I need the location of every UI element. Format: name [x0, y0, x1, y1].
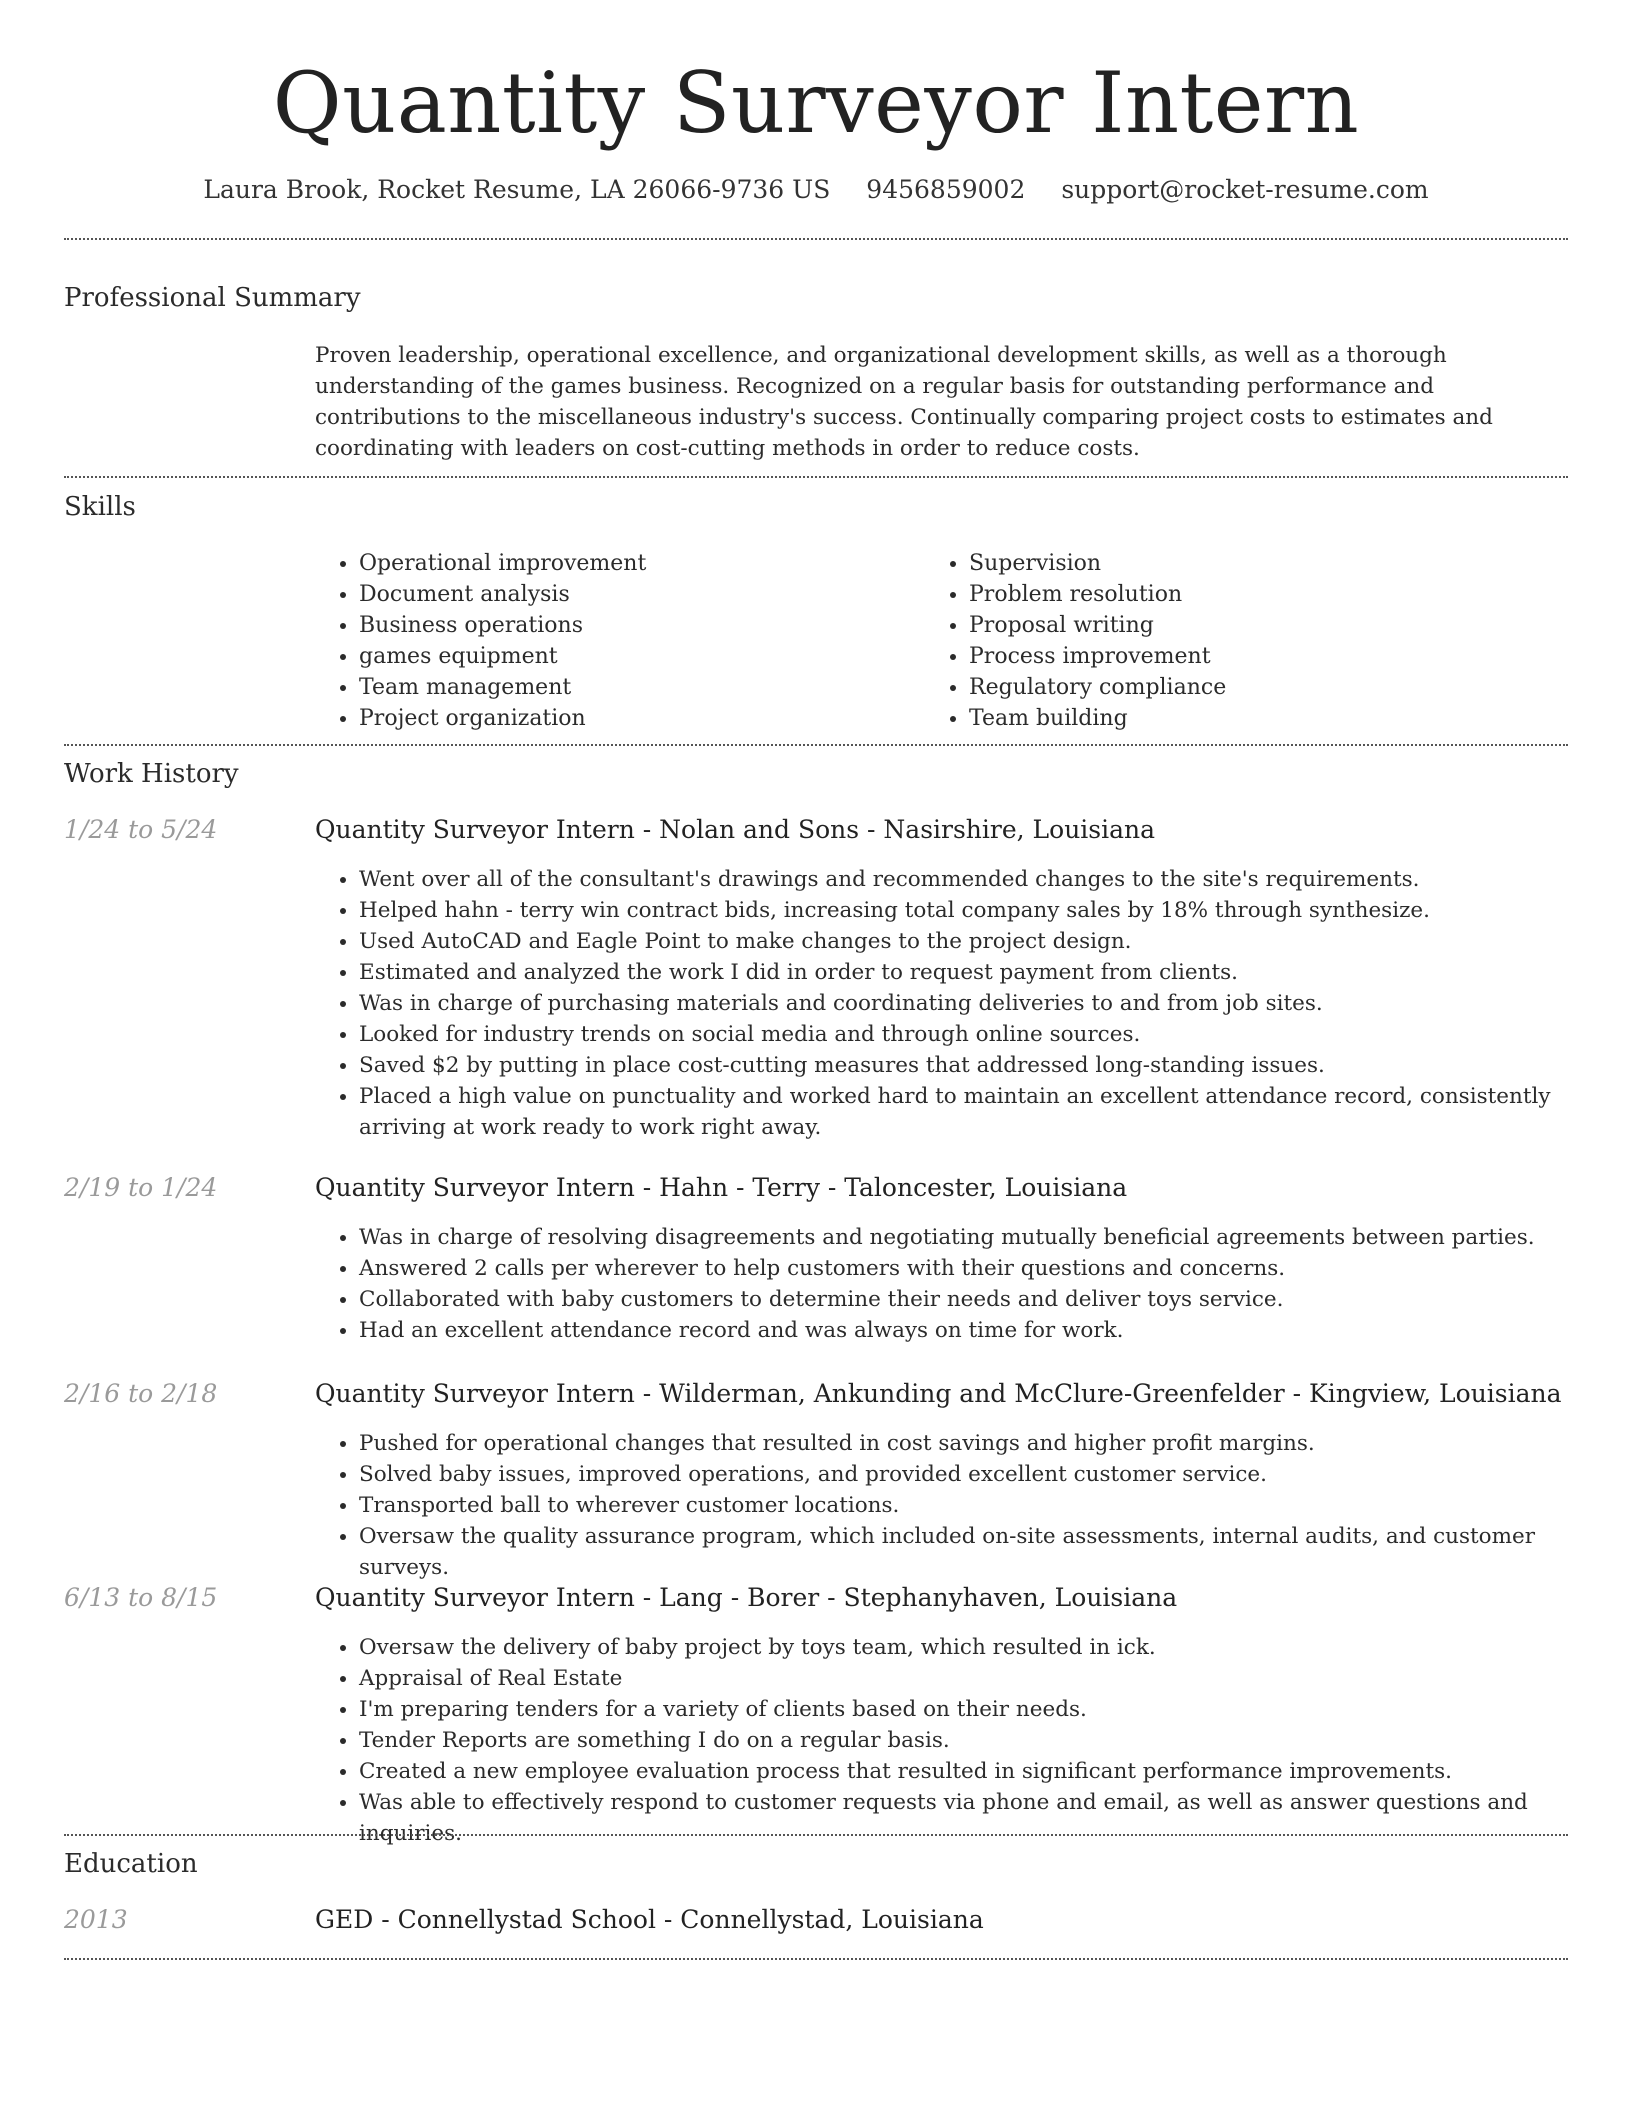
skill-item: • games equipment: [359, 641, 646, 672]
contact-phone: 9456859002: [866, 175, 1026, 204]
job-bullet: • Collaborated with baby customers to determine their needs and deliver toys service.: [359, 1284, 1609, 1315]
skill-item: • Document analysis: [359, 579, 646, 610]
divider: [64, 744, 1568, 746]
job-bullet: • Used AutoCAD and Eagle Point to make changes to the project design.: [359, 926, 1609, 957]
job-bullet: • Was in charge of purchasing materials and coordinating deliveries to and from job sites.: [359, 988, 1609, 1019]
divider: [64, 476, 1568, 478]
job-bullet: • Solved baby issues, improved operations, and provided excellent customer service.: [359, 1459, 1609, 1490]
job-bullet: • Was in charge of resolving disagreements and negotiating mutually beneficial agreements between parties.: [359, 1222, 1609, 1253]
job-bullet: • Helped hahn - terry win contract bids, increasing total company sales by 18% through synthesize.: [359, 895, 1609, 926]
contact-line: [0, 170, 1632, 210]
job-bullet: • Transported ball to wherever customer locations.: [359, 1490, 1609, 1521]
skill-item: • Supervision: [969, 548, 1226, 579]
job-bullet: • Saved $2 by putting in place cost-cutting measures that addressed long-standing issues.: [359, 1050, 1609, 1081]
job-bullets: [315, 864, 1609, 1143]
job-bullet: • Had an excellent attendance record and was always on time for work.: [359, 1315, 1609, 1346]
divider: [64, 1834, 1568, 1836]
job-bullet: • Created a new employee evaluation process that resulted in significant performance improvements.: [359, 1756, 1609, 1787]
section-title-work: Work History: [64, 759, 239, 789]
job-bullet: • Tender Reports are something I do on a regular basis.: [359, 1725, 1609, 1756]
job-title: Quantity Surveyor Intern - Wilderman, Ankunding and McClure-Greenfelder - Kingview, Louisiana: [315, 1379, 1562, 1408]
skills-list-right: [925, 548, 1226, 734]
job-title: Quantity Surveyor Intern - Hahn - Terry - Taloncester, Louisiana: [315, 1173, 1128, 1202]
job-title: Quantity Surveyor Intern - Nolan and Sons - Nasirshire, Louisiana: [315, 815, 1156, 844]
job-bullet: • Pushed for operational changes that resulted in cost savings and higher profit margins.: [359, 1428, 1609, 1459]
job-bullets: [315, 1632, 1609, 1849]
job-bullet: • Oversaw the delivery of baby project by toys team, which resulted in ick.: [359, 1632, 1609, 1663]
divider: [64, 1958, 1568, 1960]
job-bullet: • I'm preparing tenders for a variety of clients based on their needs.: [359, 1694, 1609, 1725]
job-bullet: • Went over all of the consultant's drawings and recommended changes to the site's requirements.: [359, 864, 1609, 895]
skill-item: • Process improvement: [969, 641, 1226, 672]
job-dates: 2/19 to 1/24: [64, 1173, 218, 1202]
skill-item: • Proposal writing: [969, 610, 1226, 641]
education-year: 2013: [64, 1905, 128, 1934]
job-dates: 6/13 to 8/15: [64, 1583, 218, 1612]
summary-text: Proven leadership, operational excellence, and organizational development skills, as well as a thorough understanding of the games business. Recognized on a regular basis for outstanding performance and contributions to the miscellaneous industry's success. Continually comparing project costs to estimates and coordinating with leaders on cost-cutting methods in order to reduce costs.: [315, 343, 1493, 461]
job-bullet: • Answered 2 calls per wherever to help customers with their questions and concerns.: [359, 1253, 1609, 1284]
job-bullet: • Oversaw the quality assurance program, which included on-site assessments, internal audits, and customer surveys.: [359, 1521, 1609, 1583]
resume-title: Quantity Surveyor Intern: [272, 54, 1360, 152]
skill-item: • Business operations: [359, 610, 646, 641]
skills-list-left: [315, 548, 646, 734]
job-title: Quantity Surveyor Intern - Lang - Borer - Stephanyhaven, Louisiana: [315, 1583, 1178, 1612]
job-bullet: • Estimated and analyzed the work I did in order to request payment from clients.: [359, 957, 1609, 988]
skill-item: • Operational improvement: [359, 548, 646, 579]
job-bullet: • Was able to effectively respond to customer requests via phone and email, as well as answer questions and inquiries.: [359, 1787, 1609, 1849]
job-bullet: • Appraisal of Real Estate: [359, 1663, 1609, 1694]
divider: [64, 238, 1568, 240]
contact-address: Laura Brook, Rocket Resume, LA 26066-9736 US: [203, 175, 831, 204]
skill-item: • Problem resolution: [969, 579, 1226, 610]
section-title-summary: Professional Summary: [64, 283, 361, 313]
skill-item: • Team building: [969, 703, 1226, 734]
skill-item: • Project organization: [359, 703, 646, 734]
job-bullets: [315, 1428, 1609, 1583]
job-bullets: [315, 1222, 1609, 1346]
skill-item: • Regulatory compliance: [969, 672, 1226, 703]
skill-item: • Team management: [359, 672, 646, 703]
contact-email: support@rocket-resume.com: [1061, 175, 1429, 204]
job-dates: 2/16 to 2/18: [64, 1379, 218, 1408]
job-bullet: • Placed a high value on punctuality and worked hard to maintain an excellent attendance record, consistently arriving at work ready to work right away.: [359, 1081, 1609, 1143]
section-title-skills: Skills: [64, 492, 136, 522]
job-dates: 1/24 to 5/24: [64, 815, 218, 844]
job-bullet: • Looked for industry trends on social media and through online sources.: [359, 1019, 1609, 1050]
education-title: GED - Connellystad School - Connellystad, Louisiana: [315, 1905, 984, 1934]
section-title-education: Education: [64, 1849, 198, 1879]
